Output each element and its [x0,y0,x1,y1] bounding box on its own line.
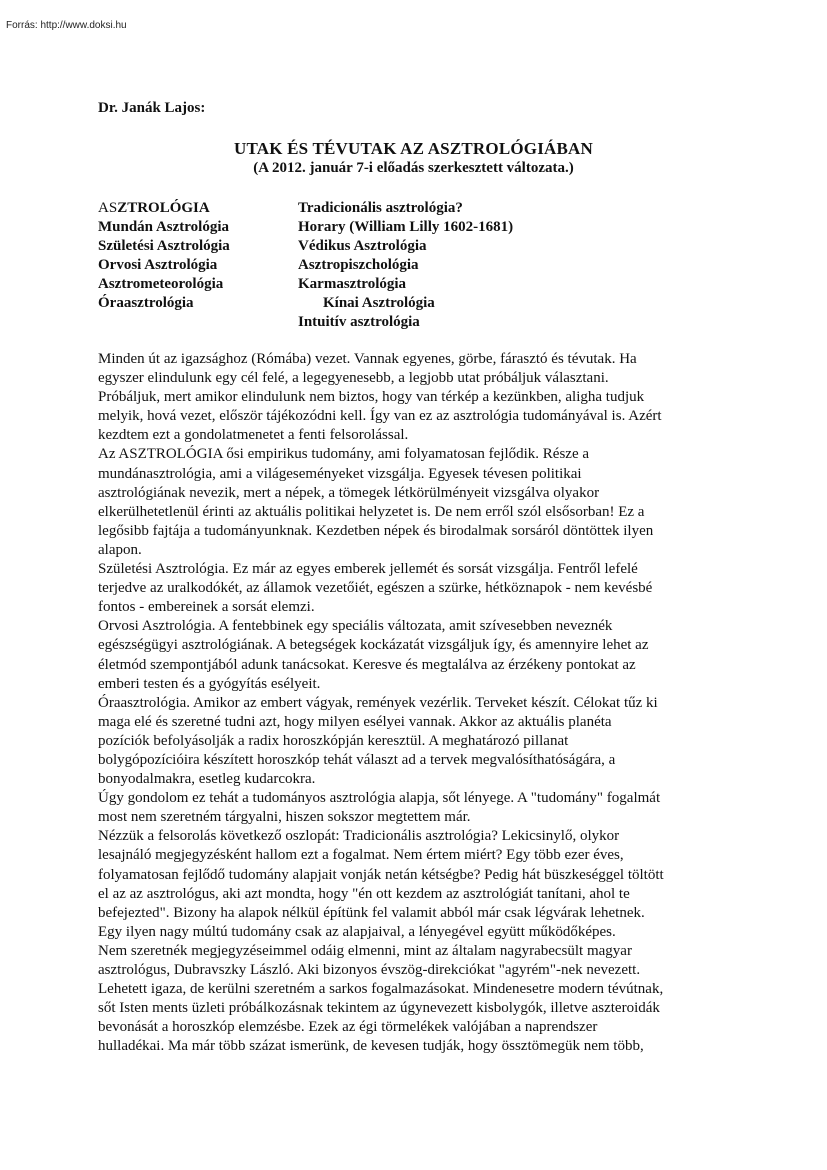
text-line: Próbáljuk, mert amikor elindulunk nem biztos, hogy van térkép a kezünkben, aligha tudjuk [98,389,645,406]
text-line: sőt Isten ments üzleti próbálkozásnak tekintem az úgynevezett kisbolygók, illetve aszteroidák [98,1000,660,1017]
text-line: terjedve az uralkodókét, az államok vezetőiét, egészen a szürke, hétköznapok - nem kevésbé [98,580,653,597]
text-line: befejezted". Bizony ha alapok nélkül építünk fel valamit abból már csak légvárak lehetnek. [98,904,645,921]
text-line: most nem szeretném tárgyalni, hiszen sokszor megtettem már. [98,809,471,826]
left-topic-item: Óraasztrológia [98,295,194,311]
text-line: asztrológus, Dubravszky László. Aki bizonyos évszög-direkciókat "agyrém"-nek nevezett. [98,962,641,978]
text-line: Nem szeretnék megjegyzéseimmel odáig elmenni, mint az általam nagyrabecsült magyar [98,942,632,959]
body-text [98,350,738,1056]
left-topic-list [98,199,230,313]
text-line: emberi testen és a gyógyítás esélyeit. [98,675,321,692]
text-line: Óraasztrológia. Amikor az embert vágyak, remények vezérlik. Terveket készít. Célokat tűz ki [98,694,658,711]
source-label: Forrás: http://www.doksi.hu [6,20,127,31]
left-topic-item: Orvosi Asztrológia [98,257,218,273]
right-topic-item: Tradicionális asztrológia? [298,200,463,216]
text-line: kezdtem ezt a gondolatmenetet a fenti felsorolással. [98,427,409,444]
text-line: Nézzük a felsorolás következő oszlopát: Tradicionális asztrológia? Lekicsinylő, olykor [98,828,620,845]
text-line: lesajnáló megjegyzésként hallom ezt a fogalmat. Nem értem miért? Egy több ezer éves, [98,847,624,864]
right-topic-item: Karmasztrológia [298,276,407,292]
text-line: mundánasztrológia, ami a világeseményeket vizsgálja. Egyesek tévesen politikai [98,465,582,482]
text-line: Az ASZTROLÓGIA ősi empirikus tudomány, ami folyamatosan fejlődik. Része a [98,446,590,463]
topic-prefix: AS [98,200,118,216]
text-line: Minden út az igazsághoz (Rómába) vezet. Vannak egyenes, görbe, fárasztó és tévutak. Ha [98,351,637,367]
text-line: Születési Asztrológia. Ez már az egyes emberek jellemét és sorsát vizsgálja. Fentről lefelé [98,561,638,578]
text-line: pozíciók befolyásolják a radix horoszkópján keresztül. A meghatározó pillanat [98,732,569,749]
right-topic-list [298,199,513,332]
author-name: Dr. Janák Lajos: [98,100,206,116]
right-topic-item: Intuitív asztrológia [298,314,420,330]
text-line: Úgy gondolom ez tehát a tudományos asztrológia alapja, sőt lényege. A "tudomány" fogalmát [98,790,661,807]
text-line: Orvosi Asztrológia. A fentebbinek egy speciális változata, amit szívesebben neveznék [98,618,613,635]
text-line: bolygópozícióira készített horoszkóp tehát választ ad a tervek megvalósíthatóságára, a [98,751,616,768]
text-line: bonyodalmakra, esetleg kudarcokra. [98,771,316,788]
text-line: alapon. [98,541,142,558]
right-topic-item: Asztropiszchológia [298,257,419,273]
left-topic-item: Születési Asztrológia [98,238,230,254]
right-topic-item: Kínai Asztrológia [323,295,435,311]
text-line: legősibb fajtája a tudományunknak. Kezdetben népek és birodalmak sorsáról döntöttek ilyen [98,522,654,539]
text-line: melyik, hová vezet, először tájékozódni kell. Így van ez az asztrológia tudományával is. Azért [98,408,662,425]
document-subtitle: (A 2012. január 7-i előadás szerkesztett változata.) [253,160,574,176]
text-line: bevonását a horoszkóp elemzésbe. Ezek az égi törmelékek valójában a naprendszer [98,1019,598,1036]
text-line: Egy ilyen nagy múltú tudomány csak az alapjaival, a lényegével együtt működőképes. [98,923,616,940]
text-line: elkerülhetetlenül érinti az aktuális politikai helyzetet is. De nem erről szól elsősorban! Ez a [98,503,645,520]
text-line: Lehetett igaza, de kerülni szeretném a sarkos fogalmazásokat. Mindenesetre modern tévútnak, [98,981,664,998]
text-line: fontos - embereinek a sorsát elemzi. [98,599,315,616]
topic-rest: ZTROLÓGIA [117,200,210,216]
text-line: asztrológiának nevezik, mert a népek, a tömegek létkörülményeit vizsgálva olyakor [98,484,600,501]
left-topic-item [98,199,230,218]
text-line: egészségügyi asztrológiának. A betegségek kockázatát vizsgáljuk így, és amennyire lehet az [98,637,649,654]
left-topic-item: Asztrometeorológia [98,276,224,292]
text-line: hulladékai. Ma már több százat ismerünk, de kevesen tudják, hogy össztömegük nem több, [98,1038,644,1055]
right-topic-item: Horary (William Lilly 1602-1681) [298,219,514,235]
left-topic-item: Mundán Asztrológia [98,219,229,235]
text-line: maga elé és szeretné tudni azt, hogy milyen esélyei vannak. Akkor az aktuális planéta [98,713,612,730]
document-title: UTAK ÉS TÉVUTAK AZ ASZTROLÓGIÁBAN [234,139,593,158]
right-topic-item: Védikus Asztrológia [298,238,427,254]
text-line: folyamatosan fejlődő tudomány alapjait vonják netán kétségbe? Pedig hát büszkeséggel töltött [98,866,664,883]
text-line: életmód szempontjából adunk tanácsokat. Keresve és megtalálva az érzékeny pontokat az [98,656,636,673]
text-line: el az az asztrológus, aki azt mondta, hogy "én ott kezdem az asztrológiát tanítani, ahol te [98,885,630,902]
text-line: egyszer elindulunk egy cél felé, a legegyenesebb, a legjobb utat próbáljuk választani. [98,370,609,387]
